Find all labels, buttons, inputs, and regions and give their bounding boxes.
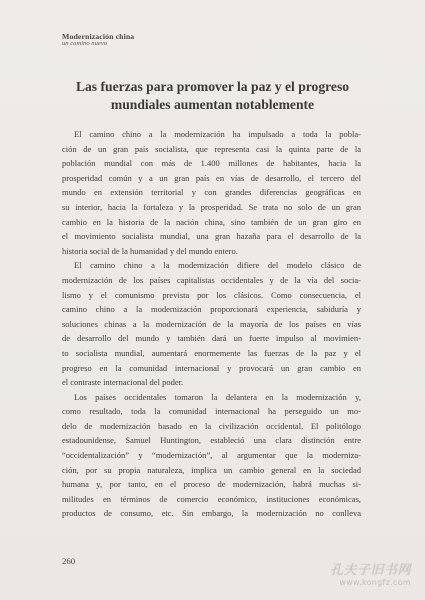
text-line: el contraste internacional del poder. bbox=[62, 377, 184, 388]
text-line: soluciones chinas a la modernización de la mayoría de los países en vías bbox=[62, 318, 361, 329]
text-line: estadounidense, Samuel Huntington, estableció una clara distinción entre bbox=[62, 435, 361, 446]
section-heading-line-2: mundiales aumentan notablemente bbox=[110, 97, 315, 113]
page-number: 260 bbox=[62, 556, 76, 566]
paragraph-1 bbox=[62, 127, 361, 258]
text-line: Los países occidentales tomaron la delantera en la modernización y, bbox=[74, 391, 361, 402]
text-line: como resultado, toda la comunidad internacional ha perseguido un mo- bbox=[62, 406, 361, 417]
text-line: El camino chino a la modernización ha impulsado a toda la pobla- bbox=[74, 129, 361, 139]
text-line: humana y, por tanto, en el proceso de modernización, habrá muchas si- bbox=[62, 479, 361, 490]
text-line: El camino chino a la modernización difiere del modelo clásico de bbox=[74, 260, 361, 271]
text-line: su interior, hacia la fortaleza y la prosperidad. Se trata no solo de un gran bbox=[62, 201, 361, 212]
watermark-logo: 孔夫子旧书网 bbox=[329, 563, 411, 578]
section-heading bbox=[40, 78, 385, 115]
text-line: ción de un gran país socialista, que representa casi la quinta parte de la bbox=[62, 143, 361, 154]
text-line: progreso en la comunidad internacional y provocará un gran cambio en bbox=[62, 362, 361, 373]
text-line: de desarrollo del mundo y también dará un fuerte impulso al movimien- bbox=[62, 333, 361, 344]
text-line: historia social de la humanidad y del mundo entero. bbox=[62, 245, 238, 256]
text-line: cambio en la historia de la nación china, sino también de un gran giro en bbox=[62, 216, 361, 227]
text-line: mundo en extensión territorial y con grandes diferencias geográficas en bbox=[62, 187, 361, 198]
text-line: ción, por su propia naturaleza, implica un cambio general en la sociedad bbox=[62, 464, 361, 475]
text-line: “occidentalización” y “modernización”, al argumentar que la moderniza- bbox=[62, 450, 361, 461]
section-heading-line-1: Las fuerzas para promover la paz y el progreso bbox=[75, 79, 350, 94]
watermark bbox=[291, 559, 411, 593]
text-line: delo de modernización basado en la civilización occidental. El politólogo bbox=[62, 420, 361, 431]
text-line: camino chino a la modernización proporcionará experiencia, sabiduría y bbox=[62, 304, 361, 315]
running-header-title: Modernización china bbox=[62, 32, 135, 41]
text-line: modernización de los países capitalistas occidentales y de la vía del socia- bbox=[62, 274, 361, 285]
watermark-url: www.kongfz.com bbox=[339, 578, 411, 587]
text-line: el movimiento socialista mundial, una gran hazaña para el desarrollo de la bbox=[62, 231, 361, 242]
text-line: población mundial con más de 1.400 millones de habitantes, hacia la bbox=[62, 158, 361, 169]
body-text bbox=[62, 127, 361, 521]
text-line: lismo y el comunismo prevista por los clásicos. Como consecuencia, el bbox=[62, 289, 361, 300]
text-line: productos de consumo, etc. Sin embargo, la modernización no conlleva bbox=[62, 508, 361, 519]
paragraph-2 bbox=[62, 258, 361, 389]
text-line: militudes en términos de comercio económico, instituciones económicas, bbox=[62, 493, 361, 504]
text-line: to socialista mundial, aumentará enormemente las fuerzas de la paz y el bbox=[62, 347, 361, 358]
text-line: prosperidad común y a un gran país en vías de desarrollo, el tercero del bbox=[62, 172, 361, 183]
running-header bbox=[62, 33, 134, 48]
paragraph-3 bbox=[62, 390, 361, 521]
running-header-subtitle: un camino nuevo bbox=[62, 40, 108, 48]
